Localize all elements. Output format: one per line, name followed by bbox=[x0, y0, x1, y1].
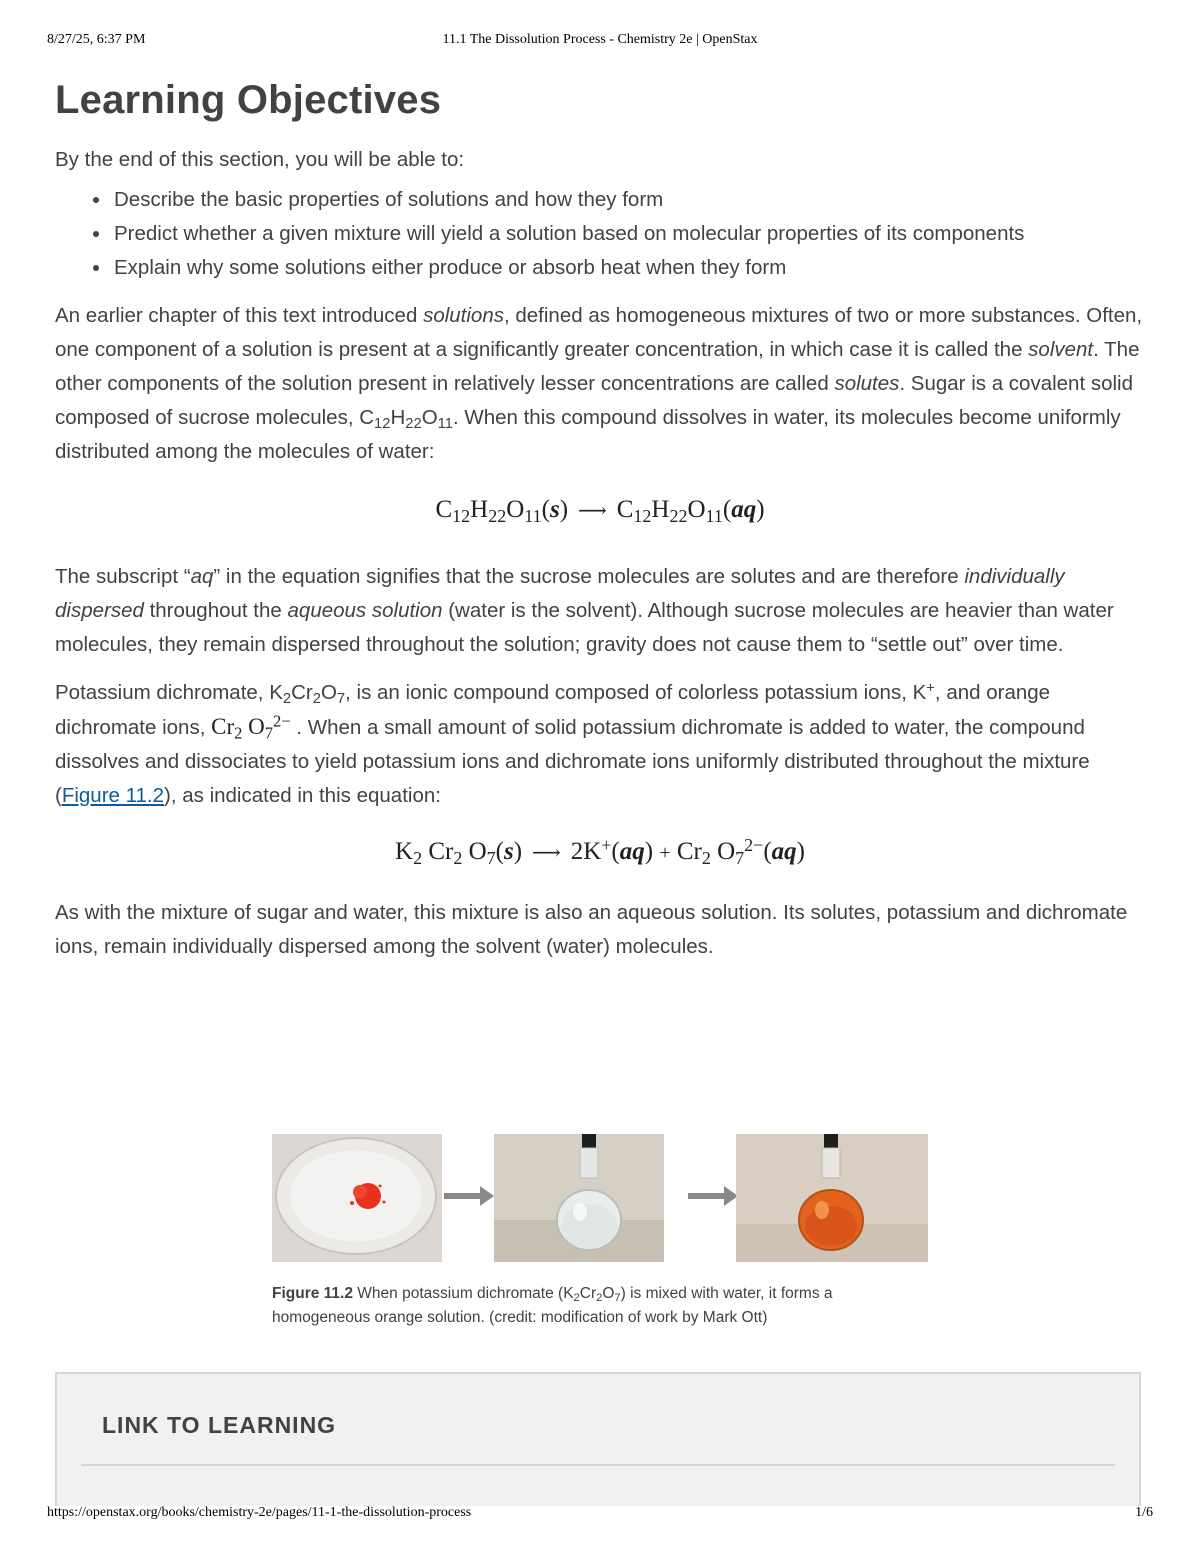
photo-solid-dichromate bbox=[272, 1134, 442, 1262]
term-solvent: solvent bbox=[1028, 338, 1094, 361]
objective-item: • Describe the basic properties of solutions and how they form bbox=[112, 183, 1145, 217]
divider bbox=[81, 1464, 1115, 1466]
objective-item: • Explain why some solutions either produce or absorb heat when they form bbox=[112, 251, 1145, 285]
caption-formula: $K_2Cr_2O_7$ bbox=[563, 1285, 621, 1305]
sucrose-formula: $C_{12}H_{22}O_{11}$ bbox=[359, 406, 453, 433]
objective-item: • Predict whether a given mixture will yield a solution based on molecular properties of its components bbox=[112, 217, 1145, 251]
term-solutions: solutions bbox=[423, 304, 504, 327]
figure-11-2 bbox=[272, 1134, 928, 1330]
print-datetime: 8/27/25, 6:37 PM bbox=[47, 32, 146, 47]
reaction-arrow: ⟶ bbox=[532, 842, 561, 864]
figure-11-2-link[interactable]: Figure 11.2 bbox=[61, 784, 165, 807]
figure-caption: Figure 11.2 When potassium dichromate $(K_2Cr_2O_7)$ is mixed with water, it forms a homogeneous orange solution. (credit: modification of work by Mark Ott) bbox=[272, 1285, 833, 1326]
main-content bbox=[55, 78, 1145, 964]
arrow-right-icon bbox=[688, 1184, 740, 1208]
photo-flask-water bbox=[494, 1134, 664, 1262]
print-page-title: 11.1 The Dissolution Process - Chemistry 2e | OpenStax bbox=[442, 32, 758, 47]
print-page-number: 1/6 bbox=[1135, 1505, 1153, 1520]
term-aqueous-solution: aqueous solution bbox=[287, 599, 443, 622]
term-solutes: solutes bbox=[834, 372, 900, 395]
paragraph-aq-subscript: The subscript “aq” in the equation signifies that the sucrose molecules are solutes and are therefore individually dispersed throughout the aqueous solution (water is the solvent). Although sucrose molecules are heavier than water molecules, they remain dispersed throughout the solution; gravity does not cause them to “settle out” over time. bbox=[55, 565, 1114, 656]
photo-flask-orange-solution bbox=[736, 1134, 928, 1262]
paragraph-potassium-dichromate: Potassium dichromate, $K_2Cr_2O_7$, is an ionic compound composed of colorless potassium ions, K+, and orange dichromate ions, $Cr_2$ $O_7^{2-}$ . When a small amount of solid potassium dichromate is added to water, the compound dissolves and dissociates to yield potassium ions and dichromate ions uniformly distributed throughout the mixture (Figure 11.2), as indicated in this equation: bbox=[55, 680, 1090, 807]
figure-photos bbox=[272, 1134, 928, 1262]
dichromate-dissociation-equation: $K_2$ $Cr_2$ $O_7(s)$ ⟶ $2K^+(aq) + Cr_2$ $O_7^{2-}(aq)$ bbox=[395, 834, 805, 869]
arrow-right-icon bbox=[444, 1184, 496, 1208]
dichromate-ion: $Cr_2$ $O_7^{2-}$ bbox=[211, 711, 291, 743]
dichromate-formula: $K_2Cr_2O_7$ bbox=[269, 681, 346, 708]
figure-label: Figure 11.2 bbox=[272, 1285, 353, 1302]
objectives-intro: By the end of this section, you will be able to: bbox=[55, 148, 465, 171]
print-url: https://openstax.org/books/chemistry-2e/pages/11-1-the-dissolution-process bbox=[47, 1505, 472, 1520]
link-to-learning-title: LINK TO LEARNING bbox=[102, 1412, 337, 1438]
paragraph-solutions: An earlier chapter of this text introduced solutions, defined as homogeneous mixtures of two or more substances. Often, one component of a solution is present at a significantly greater concentration, in which case it is called the solvent. The other components of the solution present in relatively lesser concentrations are called solutes. Sugar is a covalent solid composed of sucrose molecules, $C_{12}H_{22}O_{11}$. When this compound dissolves in water, its molecules become uniformly distributed among the molecules of water: bbox=[55, 304, 1143, 463]
print-header bbox=[47, 32, 1153, 52]
link-to-learning-box bbox=[55, 1372, 1141, 1506]
sucrose-dissolution-equation: $C_{12}H_{22}O_{11}(s)$ ⟶ $C_{12}H_{22}O_{11}(aq)$ bbox=[435, 496, 765, 527]
print-footer bbox=[47, 1505, 1153, 1525]
objectives-list bbox=[55, 183, 1145, 285]
reaction-arrow: ⟶ bbox=[578, 500, 607, 522]
potassium-ion: K+ bbox=[912, 680, 935, 704]
paragraph-aqueous-solution: As with the mixture of sugar and water, this mixture is also an aqueous solution. Its solutes, potassium and dichromate ions, remain individually dispersed among the solvent (water) molecules. bbox=[55, 901, 1128, 958]
section-title: Learning Objectives bbox=[55, 78, 442, 122]
term-individually-dispersed: individually dispersed bbox=[55, 565, 1065, 622]
